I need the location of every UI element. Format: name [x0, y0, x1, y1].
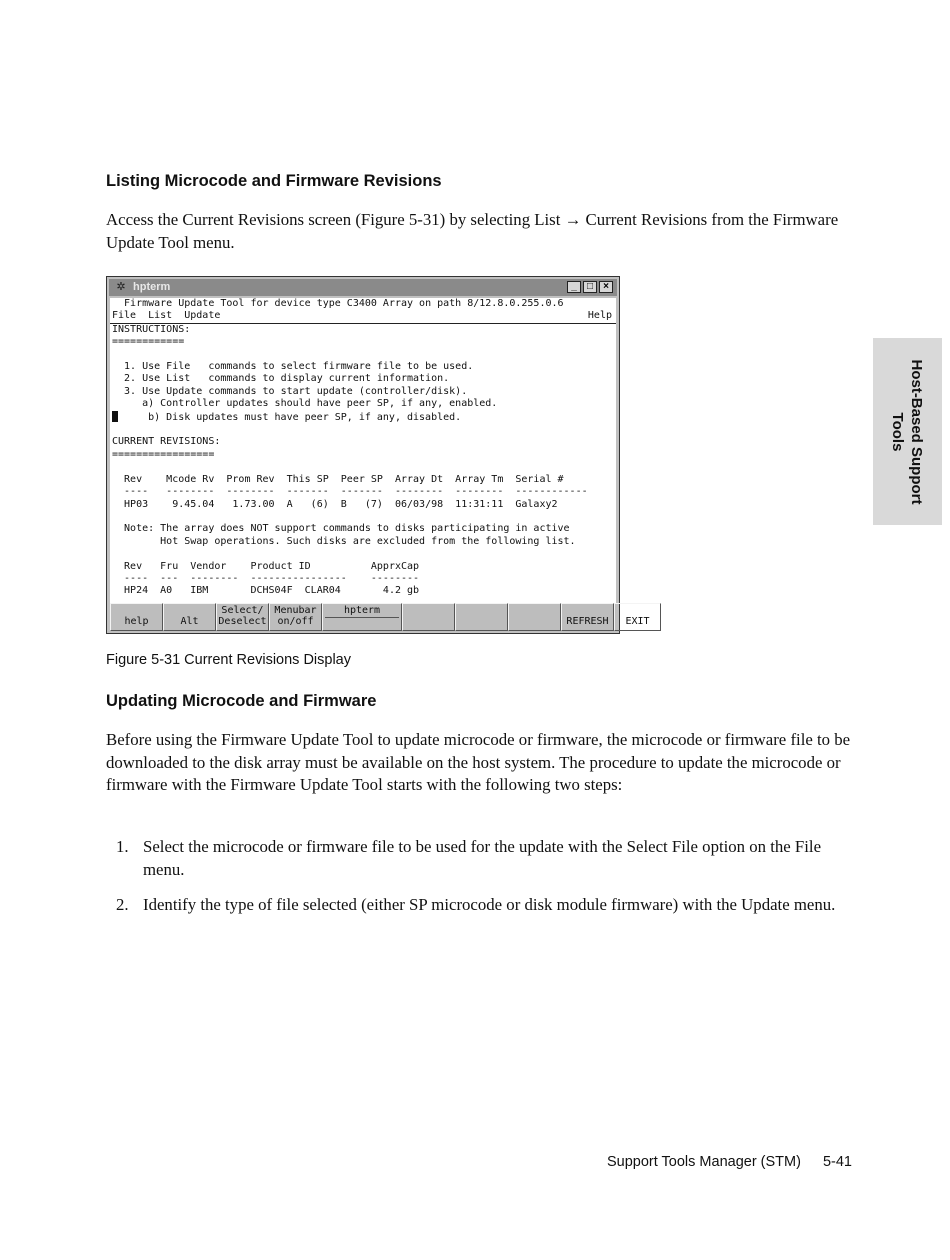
- fkey-refresh-button[interactable]: [561, 603, 614, 631]
- fkey-hpterm-button[interactable]: [322, 603, 402, 631]
- fkey-label-bottom: EXIT: [625, 616, 650, 627]
- menu-file-list-update[interactable]: File List Update: [112, 310, 221, 322]
- fkey-blank-3-button[interactable]: [508, 603, 561, 631]
- section-heading-updating: Updating Microcode and Firmware: [106, 692, 377, 710]
- terminal-line: a) Controller updates should have peer SP, if any, enabled.: [112, 398, 498, 410]
- side-tab-line1: Host-Based Support: [908, 359, 925, 505]
- hpterm-window: [106, 276, 650, 634]
- fkey-label-top: Select/: [221, 605, 264, 616]
- fkey-blank-1-button[interactable]: [402, 603, 455, 631]
- minimize-icon[interactable]: _: [567, 281, 581, 293]
- terminal-line: Hot Swap operations. Such disks are excluded from the following list.: [112, 535, 576, 547]
- chapter-side-tab-label: [888, 339, 926, 526]
- function-key-bar: [110, 603, 650, 631]
- fkey-divider: [325, 617, 399, 618]
- step-number: 1.: [116, 837, 129, 856]
- terminal-line: ---- -------- -------- ------- ------- -------- -------- ------------: [112, 486, 588, 498]
- section-body-listing: Access the Current Revisions screen (Figure 5-31) by selecting List → Current Revisions from the Firmware Update Tool menu.: [106, 210, 839, 252]
- terminal-line: [110, 461, 616, 473]
- window-title: hpterm: [133, 281, 171, 293]
- chapter-side-tab: [873, 338, 942, 525]
- tool-header-line: Firmware Update Tool for device type C3400 Array on path 8/12.8.0.255.0.6: [112, 298, 564, 309]
- page-number: 5-41: [822, 1154, 852, 1170]
- page-footer: [607, 1154, 852, 1170]
- terminal-line: [110, 548, 616, 560]
- figure-caption: Figure 5-31 Current Revisions Display: [106, 652, 351, 668]
- terminal-line: ---- --- -------- ---------------- --------: [112, 572, 420, 584]
- fkey-label-bottom: REFRESH: [566, 616, 609, 627]
- terminal-line: [110, 511, 616, 523]
- terminal-screen[interactable]: [110, 298, 616, 603]
- fkey-select-deselect-button[interactable]: [216, 603, 269, 631]
- terminal-line: Rev Fru Vendor Product ID ApprxCap: [112, 560, 420, 572]
- fkey-label-top: hpterm: [343, 605, 381, 616]
- fkey-label-bottom: Alt: [180, 616, 199, 627]
- section-body-updating: Before using the Firmware Update Tool to update microcode or firmware, the microcode or firmware file to be downloaded to the disk array must be available on the host system. The procedure to update the microcode or firmware with the Firmware Update Tool starts with the following two steps:: [106, 730, 851, 794]
- window-titlebar[interactable]: [109, 279, 617, 296]
- terminal-line: 1. Use File commands to select firmware file to be used.: [112, 361, 474, 373]
- terminal-line: =================: [112, 448, 215, 460]
- hp-logo-icon[interactable]: ✲: [116, 281, 126, 293]
- instruction-disk-line: b) Disk updates must have peer SP, if any, disabled.: [118, 411, 462, 423]
- terminal-line: [110, 349, 616, 361]
- instructions-block: [110, 324, 616, 411]
- terminal-line: Note: The array does NOT support commands to disks participating in active: [112, 523, 570, 535]
- fkey-exit-button[interactable]: [614, 603, 661, 631]
- terminal-line: Rev Mcode Rv Prom Rev This SP Peer SP Array Dt Array Tm Serial #: [112, 473, 564, 485]
- close-icon[interactable]: ×: [599, 281, 613, 293]
- terminal-line: [110, 411, 616, 424]
- terminal-line: ============: [112, 336, 185, 348]
- fkey-label-bottom: help: [124, 616, 149, 627]
- footer-title: Support Tools Manager (STM): [607, 1154, 801, 1170]
- fkey-label-bottom: Deselect: [218, 616, 267, 627]
- revisions-block: [110, 424, 616, 598]
- section-heading-listing: Listing Microcode and Firmware Revisions: [106, 172, 442, 190]
- terminal-line: 3. Use Update commands to start update (controller/disk).: [112, 385, 468, 397]
- tool-menubar: [110, 310, 616, 323]
- terminal-line: INSTRUCTIONS:: [112, 323, 191, 335]
- fkey-label-bottom: on/off: [277, 616, 314, 627]
- fkey-help-button[interactable]: [110, 603, 163, 631]
- fkey-alt-button[interactable]: [163, 603, 216, 631]
- menu-help[interactable]: Help: [587, 310, 612, 322]
- fkey-blank-2-button[interactable]: [455, 603, 508, 631]
- step-number: 2.: [116, 895, 129, 914]
- terminal-line: HP03 9.45.04 1.73.00 A (6) B (7) 06/03/98 11:31:11 Galaxy2: [112, 498, 558, 510]
- maximize-icon[interactable]: □: [583, 281, 597, 293]
- fkey-label-top: Menubar: [274, 605, 317, 616]
- terminal-line: [110, 424, 616, 436]
- terminal-line: CURRENT REVISIONS:: [112, 436, 221, 448]
- step-text: Select the microcode or firmware file to be used for the update with the Select File option on the File menu.: [143, 837, 822, 879]
- fkey-menubar-button[interactable]: [269, 603, 322, 631]
- terminal-line: 2. Use List commands to display current information.: [112, 373, 450, 385]
- side-tab-line2: Tools: [889, 412, 906, 452]
- terminal-line: HP24 A0 IBM DCHS04F CLAR04 4.2 gb: [112, 585, 420, 597]
- step-text: Identify the type of file selected (either SP microcode or disk module firmware) with the Update menu.: [143, 895, 836, 914]
